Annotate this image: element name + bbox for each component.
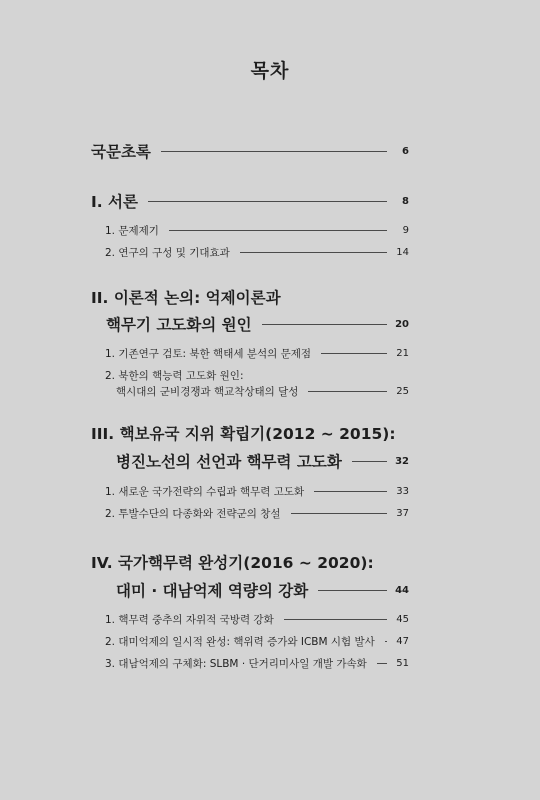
toc-page-number: 47 [396,636,409,647]
toc-page-number: 44 [395,584,409,596]
toc-page-number: 25 [396,386,409,397]
toc-entry-ch2-2-heading: 2. 북한의 핵능력 고도화 원인: [105,370,244,382]
toc-entry-ch3[interactable] [116,450,409,472]
toc-entry-abstract[interactable] [91,140,409,162]
toc-entry-label: 1. 기존연구 검토: 북한 핵태세 분석의 문제점 [105,348,312,360]
leader-line [352,461,387,462]
leader-line [291,513,387,514]
toc-entry-ch1-2[interactable] [105,245,409,260]
toc-page-number: 45 [396,614,409,625]
toc-chapter2-heading: II. 이론적 논의: 억제이론과 [91,289,281,307]
toc-page-number: 51 [396,658,409,669]
toc-entry-ch2-1[interactable] [105,346,409,361]
leader-line [314,491,387,492]
toc-entry-ch1[interactable] [91,190,409,212]
toc-page-number: 21 [396,348,409,359]
leader-line [284,619,387,620]
toc-entry-ch3-2[interactable] [105,506,409,521]
toc-entry-ch2[interactable] [106,313,409,335]
toc-entry-label: 2. 연구의 구성 및 기대효과 [105,247,230,259]
toc-chapter3-heading: III. 핵보유국 지위 확립기(2012 ~ 2015): [91,425,396,443]
toc-entry-ch4-1[interactable] [105,612,409,627]
toc-page-number: 8 [402,195,409,207]
toc-page-number: 14 [396,247,409,258]
toc-entry-label: 국문초록 [91,143,151,161]
toc-title: 목차 [250,60,290,82]
toc-entry-label: 2. 투발수단의 다종화와 전략군의 창설 [105,508,281,520]
leader-line [240,252,387,253]
leader-line [169,230,387,231]
leader-line [161,151,387,152]
toc-chapter4-heading: IV. 국가핵무력 완성기(2016 ~ 2020): [91,554,374,572]
toc-entry-label: 1. 문제제기 [105,225,159,237]
toc-entry-label: 병진노선의 선언과 핵무력 고도화 [116,453,342,471]
leader-line [377,663,387,664]
toc-entry-label: 1. 핵무력 중추의 자위적 국방력 강화 [105,614,274,626]
toc-entry-label: 핵무기 고도화의 원인 [106,316,252,334]
toc-entry-label: 핵시대의 군비경쟁과 핵교착상태의 달성 [116,386,299,398]
leader-line [321,353,387,354]
toc-page-number: 32 [395,455,409,467]
leader-line [385,641,387,642]
toc-entry-label: 3. 대남억제의 구체화: SLBM · 단거리미사일 개발 가속화 [105,658,367,670]
leader-line [148,201,387,202]
leader-line [308,391,387,392]
toc-entry-ch1-1[interactable] [105,223,409,238]
toc-entry-label: 대미 · 대남억제 역량의 강화 [116,582,309,600]
leader-line [318,590,387,591]
toc-entry-ch2-2[interactable] [116,384,409,399]
toc-entry-label: I. 서론 [91,193,138,211]
leader-line [262,324,387,325]
toc-page-number: 33 [396,486,409,497]
toc-entry-ch4[interactable] [116,579,409,601]
toc-page-number: 9 [402,225,409,236]
toc-entry-ch4-2[interactable] [105,634,409,649]
toc-entry-label: 1. 새로운 국가전략의 수립과 핵무력 고도화 [105,486,305,498]
toc-page-number: 6 [402,145,409,157]
toc-entry-ch3-1[interactable] [105,484,409,499]
toc-entry-label: 2. 대미억제의 일시적 완성: 핵위력 증가와 ICBM 시험 발사 [105,636,375,648]
toc-page-number: 37 [396,508,409,519]
toc-entry-ch4-3[interactable] [105,656,409,671]
toc-page-number: 20 [395,318,409,330]
